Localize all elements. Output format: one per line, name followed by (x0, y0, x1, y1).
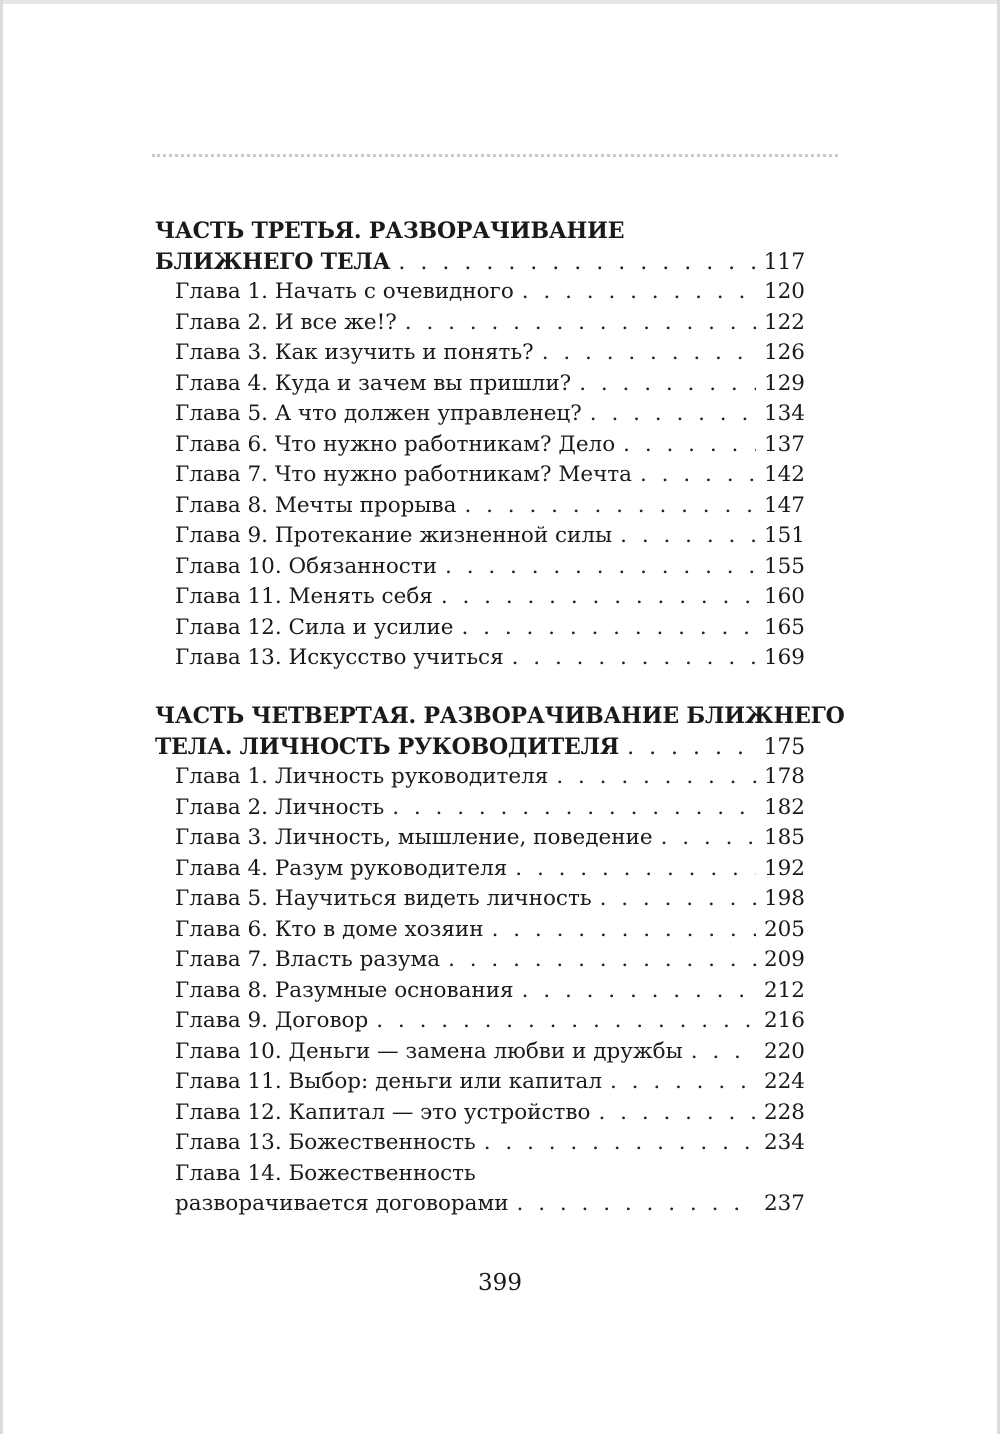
chapter-title: Глава 2. Личность (175, 794, 385, 820)
toc-entry[interactable] (155, 945, 805, 976)
toc-entry[interactable] (155, 762, 805, 793)
page-number: 185 (763, 825, 805, 850)
dot-leader (398, 248, 755, 279)
page-number: 155 (763, 553, 805, 579)
chapter-title: Глава 5. А что должен управленец? (175, 401, 582, 426)
toc-entry[interactable] (155, 338, 805, 369)
dot-leader (579, 369, 756, 400)
page-number: 134 (763, 401, 805, 426)
chapter-title: Глава 13. Божественность (175, 1130, 476, 1155)
dot-leader (620, 521, 756, 552)
toc-entry[interactable] (155, 854, 805, 885)
page-number: 151 (763, 523, 805, 548)
chapter-title: Глава 9. Договор (175, 1008, 369, 1033)
chapter-title: Глава 1. Начать с очевидного (175, 279, 514, 304)
toc-section-part3 (155, 216, 805, 674)
page-number: 122 (763, 309, 805, 335)
chapter-title: Глава 2. И все же!? (175, 309, 397, 335)
chapter-title: Глава 1. Личность руководителя (175, 764, 549, 789)
dot-leader (512, 643, 756, 674)
dot-leader (661, 823, 756, 854)
toc-entry[interactable] (155, 460, 805, 491)
dotted-rule (152, 154, 838, 157)
page-number: 126 (763, 340, 805, 365)
toc-entry[interactable] (155, 552, 805, 583)
toc-entry[interactable] (155, 308, 805, 339)
chapter-title: Глава 4. Разум руководителя (175, 855, 508, 881)
toc-entry[interactable] (155, 277, 805, 308)
chapter-title-line1: Глава 14. Божественность (175, 1160, 476, 1186)
dot-leader (376, 1006, 756, 1037)
chapter-title-line2: разворачивается договорами (175, 1191, 509, 1216)
chapter-title: Глава 7. Что нужно работникам? Мечта (175, 462, 633, 487)
page-number: 137 (763, 431, 805, 457)
page-number: 198 (763, 886, 805, 911)
part-title-line1: ЧАСТЬ ТРЕТЬЯ. РАЗВОРАЧИВАНИЕ (155, 218, 625, 244)
dot-leader (600, 884, 756, 915)
page-number: 205 (763, 916, 805, 942)
page-number: 178 (763, 764, 805, 789)
chapter-title: Глава 10. Обязанности (175, 553, 438, 579)
page-number: 160 (763, 584, 805, 609)
page-number: 228 (763, 1099, 805, 1125)
dot-leader (461, 613, 755, 644)
part-title-line1: ЧАСТЬ ЧЕТВЕРТАЯ. РАЗВОРАЧИВАНИЕ БЛИЖНЕГО (155, 703, 845, 729)
toc-entry[interactable] (155, 1128, 805, 1159)
chapter-title: Глава 8. Мечты прорыва (175, 492, 457, 518)
dot-leader (556, 762, 756, 793)
chapter-title: Глава 4. Куда и зачем вы пришли? (175, 370, 572, 396)
page-number: 175 (763, 734, 805, 760)
toc-entry[interactable] (155, 823, 805, 854)
chapter-title: Глава 8. Разумные основания (175, 977, 514, 1003)
dot-leader (590, 399, 756, 430)
page-frame-top (0, 0, 1000, 4)
toc-entry[interactable] (155, 582, 805, 613)
page-number: 182 (763, 794, 805, 820)
chapter-title: Глава 3. Личность, мышление, поведение (175, 825, 653, 850)
toc-entry[interactable] (155, 915, 805, 946)
toc-entry[interactable] (155, 613, 805, 644)
chapter-title: Глава 11. Выбор: деньги или капитал (175, 1069, 602, 1094)
dot-leader (484, 1128, 756, 1159)
toc-entry[interactable] (155, 1006, 805, 1037)
dot-leader (464, 491, 756, 522)
page-number: 142 (763, 462, 805, 487)
chapter-title: Глава 12. Капитал — это устройство (175, 1099, 591, 1125)
page-folio: 399 (478, 1270, 522, 1296)
page-number: 234 (763, 1130, 805, 1155)
part-heading[interactable] (155, 701, 845, 762)
chapter-title: Глава 13. Искусство учиться (175, 645, 504, 670)
page-number: 212 (763, 977, 805, 1003)
page-number: 216 (763, 1008, 805, 1033)
dot-leader (691, 1037, 756, 1068)
page-number: 237 (763, 1191, 805, 1216)
chapter-title: Глава 3. Как изучить и понять? (175, 340, 534, 365)
dot-leader (598, 1098, 755, 1129)
page-number: 220 (763, 1038, 805, 1064)
dot-leader (448, 945, 756, 976)
dot-leader (542, 338, 756, 369)
chapter-title: Глава 6. Что нужно работникам? Дело (175, 431, 616, 457)
toc-entry-chapter-14[interactable] (155, 1159, 805, 1220)
toc-entry[interactable] (155, 884, 805, 915)
page-number: 169 (763, 645, 805, 670)
chapter-list (155, 277, 805, 674)
toc-entry[interactable] (155, 1067, 805, 1098)
page-frame-left (0, 0, 3, 1434)
toc-entry[interactable] (155, 643, 805, 674)
dot-leader (441, 582, 756, 613)
toc-entry[interactable] (155, 1098, 805, 1129)
toc-entry[interactable] (155, 521, 805, 552)
toc-section-part4 (155, 701, 845, 1220)
dot-leader (392, 793, 756, 824)
chapter-title: Глава 10. Деньги — замена любви и дружбы (175, 1038, 683, 1064)
dot-leader (640, 460, 756, 491)
toc-entry[interactable] (155, 793, 805, 824)
dot-leader (627, 733, 756, 764)
page-number: 120 (763, 279, 805, 304)
toc-entry[interactable] (155, 430, 805, 461)
toc-entry[interactable] (155, 399, 805, 430)
page-number: 117 (763, 249, 805, 275)
chapter-title: Глава 7. Власть разума (175, 947, 441, 972)
page-number: 209 (763, 947, 805, 972)
dot-leader (445, 552, 756, 583)
dot-leader (522, 277, 756, 308)
toc-entry[interactable] (155, 976, 805, 1007)
dot-leader (522, 976, 756, 1007)
chapter-list (155, 762, 805, 1159)
page-number: 147 (763, 492, 805, 518)
chapter-title: Глава 11. Менять себя (175, 584, 433, 609)
page-number: 165 (763, 614, 805, 640)
chapter-title: Глава 12. Сила и усилие (175, 614, 454, 640)
dot-leader (492, 915, 756, 946)
page-number: 129 (763, 370, 805, 396)
page-number: 192 (763, 855, 805, 881)
toc-entry[interactable] (155, 491, 805, 522)
dot-leader (623, 430, 756, 461)
dot-leader (610, 1067, 756, 1098)
chapter-title: Глава 6. Кто в доме хозяин (175, 916, 484, 942)
toc-entry[interactable] (155, 1037, 805, 1068)
dot-leader (515, 854, 756, 885)
chapter-title: Глава 9. Протекание жизненной силы (175, 523, 613, 548)
dot-leader (517, 1189, 756, 1220)
page-number: 224 (763, 1069, 805, 1094)
toc-entry[interactable] (155, 369, 805, 400)
part-title-line2: БЛИЖНЕГО ТЕЛА (155, 248, 391, 275)
dot-leader (405, 308, 756, 339)
chapter-title: Глава 5. Научиться видеть личность (175, 886, 592, 911)
part-heading[interactable] (155, 216, 805, 277)
part-title-line2: ТЕЛА. ЛИЧНОСТЬ РУКОВОДИТЕЛЯ (155, 733, 620, 760)
